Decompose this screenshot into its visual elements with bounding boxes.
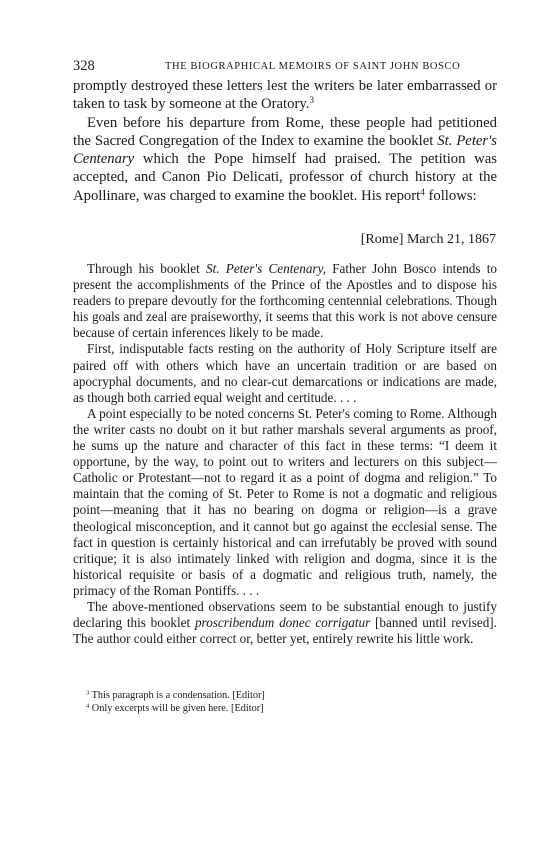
- excerpt-paragraph-4: The above-mentioned observations seem to be substantial enough to justify declaring this booklet proscribendum donec corrigatur [banned until revised]. The author could either correct or, better yet, entirely rewrite his little work.: [73, 598, 497, 647]
- excerpt-paragraph-2: First, indisputable facts resting on the authority of Holy Scripture itself are paired off with others which have an uncertain tradition or are based on apocryphal documents, and no clear-cut demarcations or indications are made, as though both carried equal weight and certitude. . . .: [73, 341, 497, 405]
- footnote-4: $^4$ Only excerpts will be given here. [Editor]: [86, 702, 264, 714]
- footnote-ref-4: 4: [420, 186, 425, 197]
- excerpt-paragraph-1: Through his booklet St. Peter's Centenary, Father John Bosco intends to present the accomplishments of the Prince of the Apostles and to dispose his readers to prepare devoutly for the forthcoming centennial celebrations. Though his goals and zeal are praiseworthy, it seems that this work is not above censure because of certain inferences likely to be made.: [73, 261, 497, 341]
- booklet-title: St. Peter's Centenary: [73, 132, 497, 168]
- intro-paragraph-1: promptly destroyed these letters lest the writers be later embarrassed or taken to task by someone at the Oratory.$^3$: [73, 78, 497, 113]
- intro-paragraphs: [73, 77, 497, 205]
- excerpt-paragraph-3: A point especially to be noted concerns St. Peter's coming to Rome. Although the writer casts no doubt on it but rather marshals several arguments as proof, he sums up the nature and character of this fact in these terms: “I deem it opportune, by the way, to point out to writers and lecturers on this subject—Catholic or Protestant—not to regard it as a point of dogma and religion.” To maintain that the coming of St. Peter to Rome is not a dogmatic and religious point—meaning that it has no bearing on dogma or religion—is a grave theological misconception, and it cannot but go against the ecclesial sense. The fact in question is certainly historical and can irrefutably be proved with sound critique; it is also intimately linked with religion and dogma, since it is the historical requisite or basis of a dogmatic and religious truth, namely, the primacy of the Roman Pontiffs. . . .: [73, 405, 497, 598]
- footnote-3: $^3$ This paragraph is a condensation. [Editor]: [86, 689, 265, 701]
- report-dateline: [Rome] March 21, 1867: [360, 232, 496, 247]
- latin-phrase: proscribendum donec corrigatur: [194, 615, 371, 631]
- intro-paragraph-2: Even before his departure from Rome, these people had petitioned the Sacred Congregation of the Index to examine the booklet St. Peter's Centenary which the Pope himself had praised. The petition was accepted, and Canon Pio Delicati, professor of church history at the Apollinare, was charged to examine the booklet. His report$^4$ follows:: [73, 114, 497, 204]
- footnote-ref-3: 3: [309, 95, 314, 106]
- footnotes: [86, 690, 486, 716]
- running-title: THE BIOGRAPHICAL MEMOIRS OF SAINT JOHN BOSCO: [165, 61, 461, 72]
- report-excerpt: [73, 261, 497, 647]
- page-number: 328: [73, 58, 95, 74]
- booklet-title: St. Peter's Centenary,: [206, 261, 326, 276]
